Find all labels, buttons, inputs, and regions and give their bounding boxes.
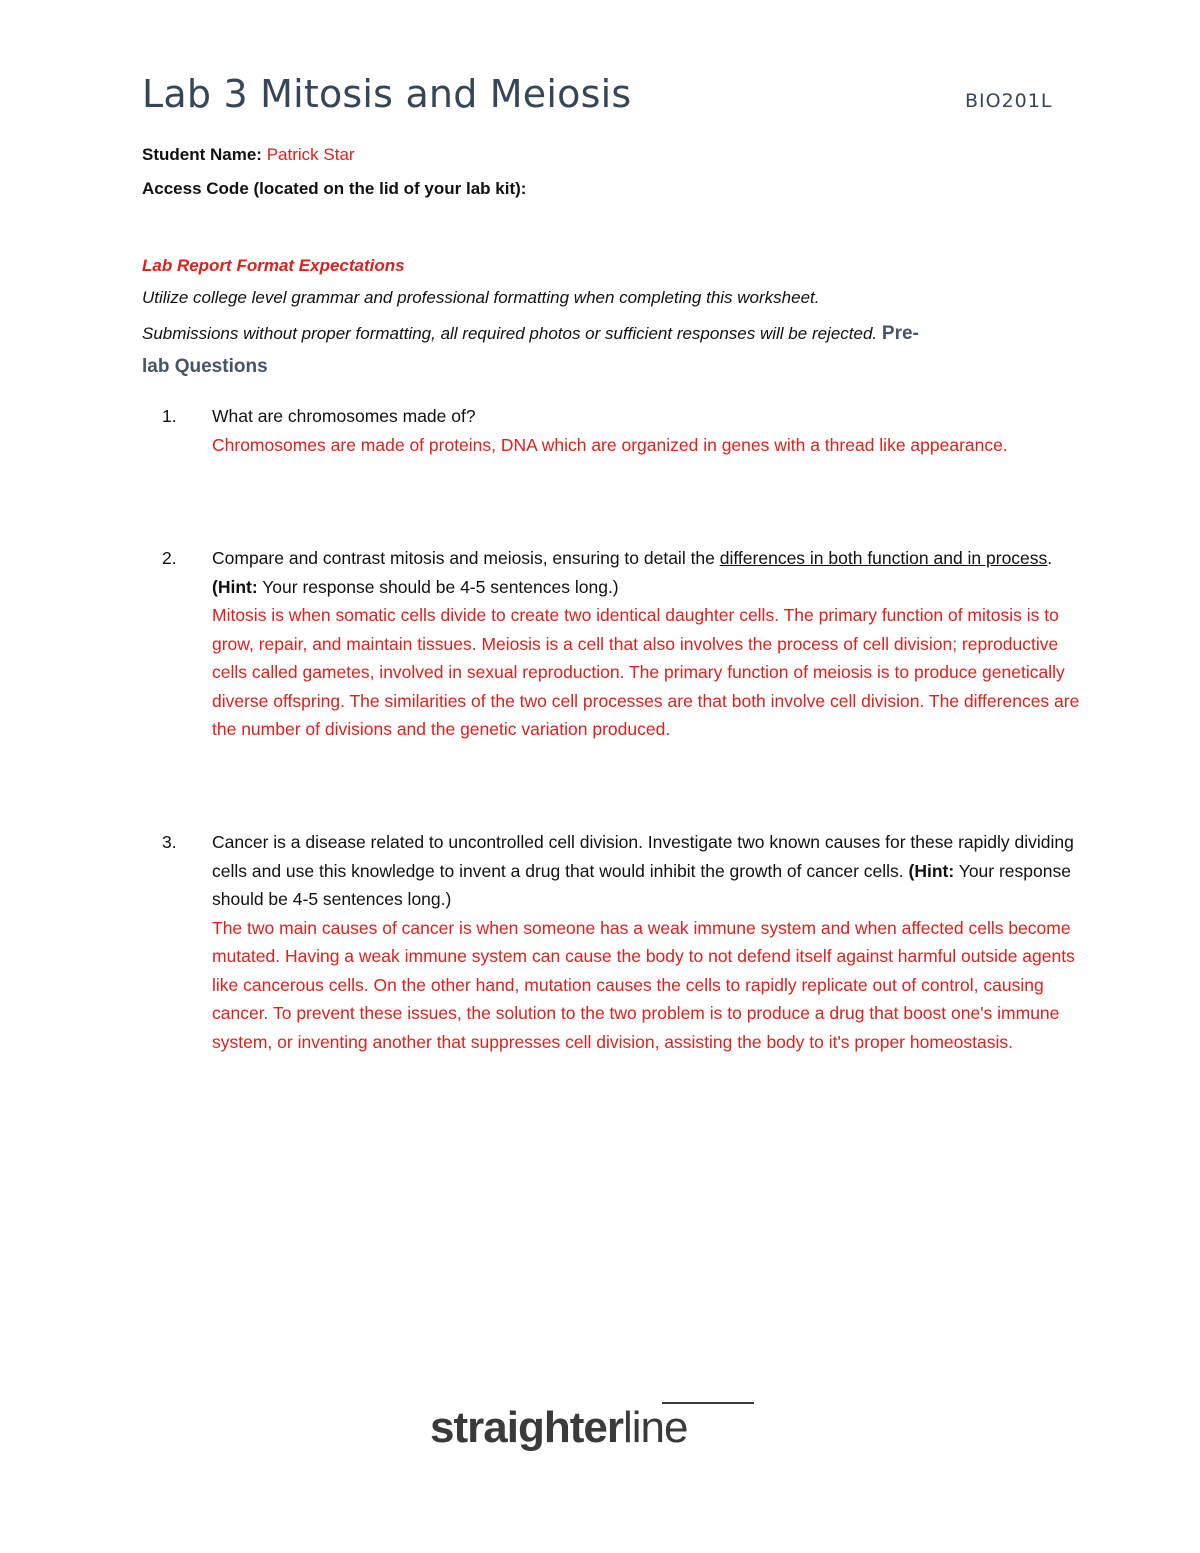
question-answer: Chromosomes are made of proteins, DNA which are organized in genes with a thread like appearance. <box>212 434 1008 455</box>
logo-text <box>430 1403 687 1453</box>
question-text <box>212 828 1082 914</box>
expectations-line-2 <box>142 323 919 345</box>
question-text-start: Cancer is a disease related to uncontrolled cell division. Investigate two known causes for these rapidly dividing cells and use this knowledge to invent a drug that would inhibit the growth of cancer cells. <box>212 832 1074 881</box>
access-code-label: Access Code (located on the lid of your lab kit): <box>142 179 527 198</box>
expectations-line-1: Utilize college level grammar and professional formatting when completing this worksheet. <box>142 288 820 307</box>
straighterline-logo <box>430 1395 770 1475</box>
hint-label: (Hint: <box>908 860 955 881</box>
expectations-heading: Lab Report Format Expectations <box>142 256 405 275</box>
expectations-line-2-text: Submissions without proper formatting, all required photos or sufficient responses will be rejected. <box>142 324 878 343</box>
prelab-heading-part-2: lab Questions <box>142 356 268 377</box>
hint-label: (Hint: <box>212 576 258 597</box>
question-text: What are chromosomes made of? <box>212 406 476 426</box>
question-answer: The two main causes of cancer is when someone has a weak immune system and when affected cells become mutated. Having a weak immune system can cause the body to not defend itself against harmful outside agents like cancerous cells. On the other hand, mutation causes the cells to rapidly replicate out of control, causing cancer. To prevent these issues, the solution to the two problem is to produce a drug that boost one's immune system, or inventing another that suppresses cell division, assisting the body to it's proper homeostasis. <box>212 917 1075 1052</box>
logo-text-bold: straighter <box>430 1403 623 1452</box>
hint-text: Your response should be 4-5 sentences long.) <box>257 576 619 597</box>
course-code: BIO201L <box>965 90 1053 112</box>
question-2 <box>162 544 1082 744</box>
question-number: 2. <box>162 548 177 568</box>
question-answer: Mitosis is when somatic cells divide to create two identical daughter cells. The primary function of mitosis is to grow, repair, and maintain tissues. Meiosis is a cell that also involves the process of cell division; reproductive cells called gametes, involved in sexual reproduction. The primary function of meiosis is to produce genetically diverse offspring. The similarities of the two cell processes are that both involve cell division. The differences are the number of divisions and the genetic variation produced. <box>212 605 1080 739</box>
question-number: 3. <box>162 832 177 852</box>
student-name-value: Patrick Star <box>266 145 355 164</box>
access-code-field <box>142 179 526 199</box>
question-text-start: Compare and contrast mitosis and meiosis, ensuring to detail the <box>212 548 720 568</box>
question-text-punct: . <box>1047 548 1053 568</box>
question-text <box>212 544 1082 601</box>
question-3 <box>162 828 1082 1056</box>
logo-text-light: line <box>622 1403 688 1452</box>
hint-text: Your response should be 4-5 sentences long.) <box>212 860 1071 909</box>
student-name-label: Student Name: <box>142 145 262 164</box>
student-name-field <box>142 145 355 165</box>
document-title: Lab 3 Mitosis and Meiosis <box>142 72 632 116</box>
question-text-underlined: differences in both function and in process <box>719 548 1048 568</box>
question-1 <box>162 402 1082 459</box>
question-number: 1. <box>162 406 177 426</box>
prelab-heading-part-1: Pre- <box>881 323 919 344</box>
